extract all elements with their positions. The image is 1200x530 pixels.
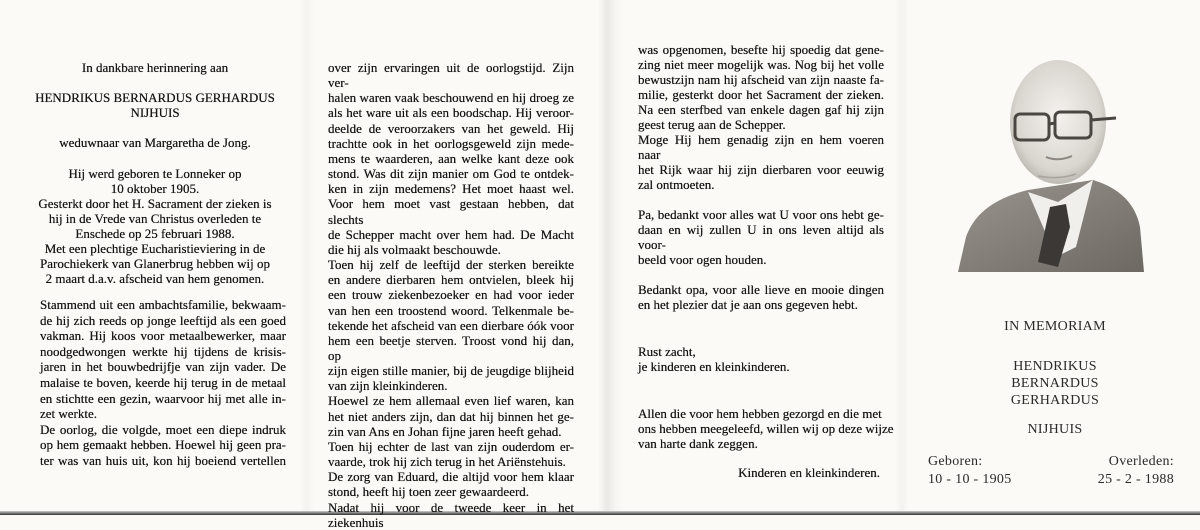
paragraph <box>328 469 574 499</box>
text-line: van hen een troostend woord. Telkenmale be- <box>328 302 574 318</box>
text-line: HENDRIKUS <box>1013 359 1097 374</box>
text-line: GERHARDUS <box>1010 393 1100 408</box>
text-line: jaren in het bouwbedrijfje van zijn vader. De <box>40 359 286 375</box>
text-line: Stammend uit een ambachtsfamilie, bekwaam- <box>40 297 286 312</box>
text-line: Toen hij echter de last van zijn ouderdom er- <box>328 438 574 454</box>
card-fold-right <box>895 0 909 515</box>
text-line: hij in de Vrede van Christus overleden te <box>48 211 262 226</box>
text-line: mens te waarderen, aan welke kant deze ook <box>328 150 574 166</box>
died-label: Overleden: <box>1108 454 1174 469</box>
text-line: deelde de veroorzakers van het geweld. Hij <box>328 120 574 136</box>
paragraph <box>638 132 884 192</box>
text-line: vaarde, trok hij zich terug in het Ariënstehuis. <box>328 454 566 470</box>
text-line: Pa, bedankt voor alles wat U voor ons hebt ge- <box>638 207 884 222</box>
text-line: De oorlog, die volgde, moet een diepe indruk <box>40 421 286 437</box>
text-line: malaise te boven, keerde hij terug in de metaal <box>40 374 286 390</box>
bio-lines <box>20 166 290 286</box>
text-line: bewustzijn nam hij afscheid van zijn naaste fa- <box>638 72 884 87</box>
paragraph <box>328 393 574 438</box>
text-line: daan en wij zullen U in ons leven altijd als voor- <box>638 222 884 252</box>
text-line: 10 oktober 1905. <box>110 181 200 196</box>
text-line: en stichtte een gezin, waarvoor hij met alle in- <box>40 390 286 406</box>
text-line: Nadat hij voor de tweede keer in het ziekenhuis <box>328 499 574 530</box>
widower-line: weduwnaar van Margaretha de Jong. <box>59 135 251 150</box>
panel1-header <box>20 60 290 286</box>
text-line: noodgedwongen werkte hij tijdens de krisis- <box>40 343 286 359</box>
text-line: Enschede op 25 februari 1988. <box>75 226 235 241</box>
panel1-story <box>40 297 286 469</box>
text-line: Toen hij zelf de leeftijd der sterken bereikte <box>328 257 574 273</box>
text-line: Met een plechtige Eucharistieviering in de <box>44 241 266 256</box>
text-line: beeld voor ogen houden. <box>638 252 767 267</box>
text-line: het Rijk waar hij zijn dierbaren voor eeuwig <box>638 162 884 177</box>
text-line: het niet anders zijn, dan dat hij binnen het ge- <box>328 408 574 424</box>
text-line: Hij werd geboren te Lonneker op <box>68 166 242 181</box>
text-line: Allen die voor hem hebben gezorgd en die met <box>638 406 882 421</box>
text-line: Rust zacht, <box>638 344 696 359</box>
text-line: Na een sterfbed van enkele dagen gaf hij zijn <box>638 102 884 117</box>
text-line: Moge Hij hem genadig zijn en hem voeren naar <box>638 132 884 162</box>
text-line: Voor hem moet vast gestaan hebben, dat slechts <box>328 196 574 227</box>
deceased-surname: NIJHUIS <box>130 105 180 120</box>
text-line: de hij zich reeds op jonge leeftijd als een goed <box>40 312 286 328</box>
text-line: stond, heeft hij toen zeer gewaardeerd. <box>328 484 530 500</box>
panel3-story <box>638 42 884 192</box>
portrait-photo <box>958 52 1148 272</box>
text-line: vakman. Hij koos voor metaalbewerker, maar <box>40 328 286 344</box>
signature: Kinderen en kleinkinderen. <box>738 465 880 480</box>
text-line: en het plezier dat je aan ons gegeven hebt. <box>638 297 858 312</box>
text-line: Hoewel ze hem allemaal even lief waren, kan <box>328 393 574 409</box>
text-line: ken in zijn medemens? Het moet haast wel. <box>328 181 574 197</box>
paragraph <box>328 257 574 393</box>
text-line: tekende het afscheid van een dierbare óók voor <box>328 317 574 333</box>
panel2-story <box>328 60 574 530</box>
text-line: op hem gemaakt hebben. Hoewel hij geen pra- <box>40 437 286 453</box>
memoriam-surname: NIJHUIS <box>1027 422 1083 437</box>
text-line: van zijn kleinkinderen. <box>328 378 448 394</box>
text-line: zijn eigen stille manier, bij de jeugdige blijheid <box>328 363 574 379</box>
memoriam-names <box>960 358 1150 409</box>
text-line: Parochiekerk van Glanerbrug hebben wij op <box>40 256 270 271</box>
text-line: over zijn ervaringen uit de oorlogstijd. Zijn ver- <box>328 60 574 91</box>
intro-line: In dankbare herinnering aan <box>81 60 229 75</box>
paragraph <box>328 439 574 469</box>
paragraph <box>40 297 286 422</box>
text-line: zing niet meer mogelijk was. Nog bij het volle <box>638 57 884 72</box>
text-line: die hij als volmaakt beschouwde. <box>328 241 501 257</box>
card-fold-center <box>598 0 624 515</box>
card-bottom-edge <box>0 511 1200 515</box>
text-line: van harte dank zeggen. <box>638 436 758 451</box>
deceased-name: HENDRIKUS BERNARDUS GERHARDUS <box>35 90 275 105</box>
text-line: en andere dierbaren hem ontvielen, bleek hij <box>328 272 574 288</box>
text-line: was opgenomen, besefte hij spoedig dat gene- <box>638 42 884 57</box>
paragraph <box>328 60 574 257</box>
text-line: zin van Ans en Johan fijne jaren heeft gehad. <box>328 423 562 439</box>
paragraph <box>638 42 884 132</box>
born-date: 10 - 10 - 1905 <box>928 472 1012 487</box>
text-line: als het ware uit als een boodschap. Hij veroor- <box>328 105 574 121</box>
in-memoriam-heading: IN MEMORIAM <box>1004 319 1106 334</box>
text-line: Gesterkt door het H. Sacrament der zieken is <box>38 196 272 211</box>
thanks-pa <box>638 207 884 267</box>
text-line: 2 maart d.a.v. afscheid van hem genomen. <box>45 271 265 286</box>
text-line: trachtte ook in het oorlogsgeweld zijn mede- <box>328 135 574 151</box>
text-line: zal ontmoeten. <box>638 177 715 192</box>
text-line: ter was van huis uit, kon hij boeiend vertellen <box>40 452 286 468</box>
paragraph <box>40 422 286 469</box>
died-date: 25 - 2 - 1988 <box>1097 472 1174 487</box>
born-label: Geboren: <box>928 454 983 469</box>
thanks-opa <box>638 282 884 312</box>
text-line: ons hebben meegeleefd, willen wij op deze wijze <box>638 421 894 436</box>
text-line: je kinderen en kleinkinderen. <box>638 359 790 374</box>
text-line: De zorg van Eduard, die altijd voor hem klaar <box>328 469 574 485</box>
rest-in-peace <box>638 344 884 374</box>
text-line: Bedankt opa, voor alle lieve en mooie dingen <box>638 282 884 297</box>
text-line: geest terug aan de Schepper. <box>638 117 786 132</box>
text-line: hem een beetje sterven. Troost vond hij dan, op <box>328 332 574 363</box>
text-line: stond. Was dit zijn manier om God te ontdek- <box>328 166 574 182</box>
text-line: milie, gesterkt door het Sacrament der zieken. <box>638 87 884 102</box>
text-line: een trouw ziekenbezoeker en had voor ieder <box>328 287 574 303</box>
text-line: BERNARDUS <box>1011 376 1099 391</box>
text-line: halen waren vaak beschouwend en hij droeg ze <box>328 90 574 106</box>
text-line: zet werkte. <box>40 406 98 422</box>
gratitude <box>638 406 894 451</box>
panel3-text <box>638 42 894 480</box>
card-fold-left <box>300 0 314 515</box>
text-line: de Schepper macht over hem had. De Macht <box>328 226 574 242</box>
